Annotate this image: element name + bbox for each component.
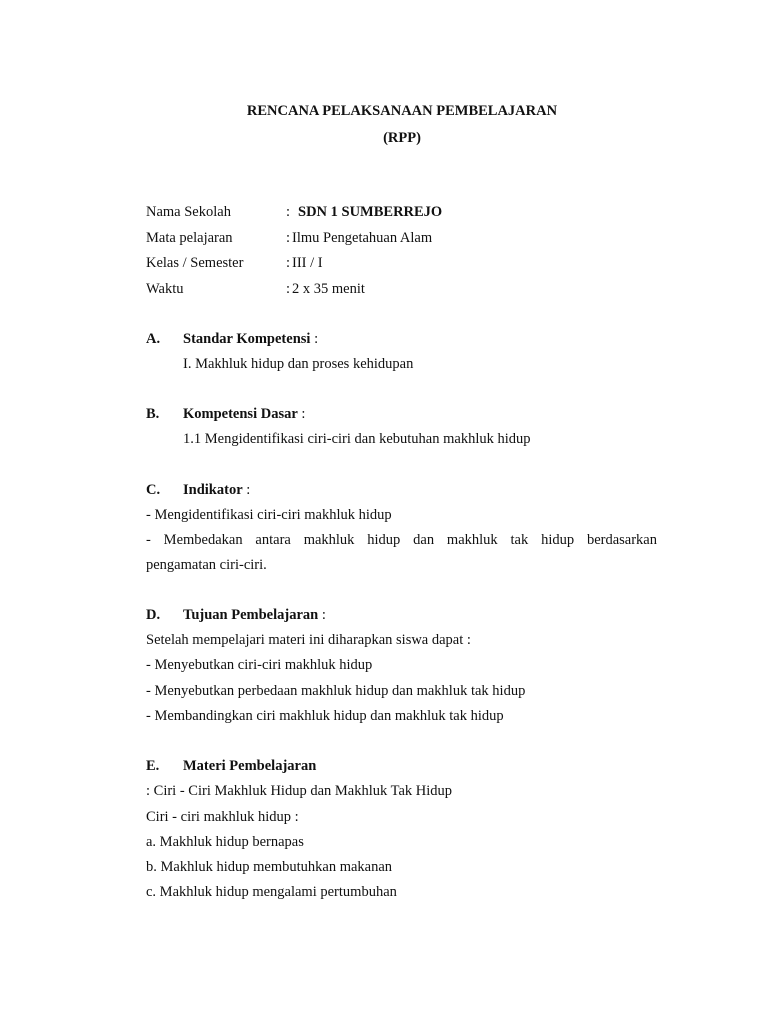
- identity-value-class: III / I: [292, 255, 323, 271]
- section-d-colon: :: [318, 607, 326, 623]
- identity-sep-school: :: [286, 204, 291, 220]
- section-e-item: a. Makhluk hidup bernapas: [146, 834, 304, 850]
- section-b-letter: B.: [146, 406, 160, 422]
- section-c-item: pengamatan ciri-ciri.: [146, 557, 267, 573]
- section-e-letter: E.: [146, 758, 160, 774]
- section-d-item: - Membandingkan ciri makhluk hidup dan makhluk tak hidup: [146, 708, 504, 724]
- section-e-item: Ciri - ciri makhluk hidup :: [146, 809, 299, 825]
- identity-sep-subject: :: [286, 230, 291, 246]
- section-d-heading-line: [183, 606, 326, 624]
- identity-label-subject: Mata pelajaran: [146, 230, 233, 246]
- section-a-body: I. Makhluk hidup dan proses kehidupan: [183, 356, 414, 372]
- section-d-item: - Menyebutkan ciri-ciri makhluk hidup: [146, 657, 373, 673]
- section-e-heading: Materi Pembelajaran: [183, 758, 317, 774]
- identity-value-school: SDN 1 SUMBERREJO: [298, 204, 443, 220]
- document-title: RENCANA PELAKSANAAN PEMBELAJARAN: [246, 103, 558, 119]
- section-d-heading: Tujuan Pembelajaran: [183, 607, 319, 623]
- document-subtitle: (RPP): [383, 130, 421, 146]
- section-b-heading-line: [183, 405, 305, 423]
- identity-label-time: Waktu: [146, 281, 184, 297]
- identity-label-school: Nama Sekolah: [146, 204, 231, 220]
- section-b-colon: :: [297, 406, 306, 422]
- section-a-letter: A.: [146, 331, 161, 347]
- section-a-colon: :: [310, 331, 319, 347]
- section-b-heading: Kompetensi Dasar: [183, 406, 298, 422]
- identity-sep-class: :: [286, 255, 291, 271]
- section-d-intro: Setelah mempelajari materi ini diharapkan siswa dapat :: [146, 632, 471, 648]
- section-a-heading: Standar Kompetensi: [183, 331, 311, 347]
- section-a-heading-line: [183, 330, 318, 348]
- section-d-item: - Menyebutkan perbedaan makhluk hidup dan makhluk tak hidup: [146, 683, 526, 699]
- section-e-item: : Ciri - Ciri Makhluk Hidup dan Makhluk Tak Hidup: [146, 783, 453, 799]
- identity-value-time: 2 x 35 menit: [292, 281, 365, 297]
- identity-value-subject: Ilmu Pengetahuan Alam: [292, 230, 433, 246]
- section-d-letter: D.: [146, 607, 161, 623]
- identity-label-class: Kelas / Semester: [146, 255, 244, 271]
- section-c-item: - Membedakan antara makhluk hidup dan makhluk tak hidup berdasarkan: [146, 532, 657, 548]
- section-c-heading-line: [183, 481, 250, 499]
- identity-sep-time: :: [286, 281, 291, 297]
- section-c-item: - Mengidentifikasi ciri-ciri makhluk hidup: [146, 507, 392, 523]
- section-e-item: b. Makhluk hidup membutuhkan makanan: [146, 859, 393, 875]
- section-e-item: c. Makhluk hidup mengalami pertumbuhan: [146, 884, 397, 900]
- section-b-body: 1.1 Mengidentifikasi ciri-ciri dan kebutuhan makhluk hidup: [183, 431, 531, 447]
- section-c-letter: C.: [146, 482, 161, 498]
- section-c-colon: :: [242, 482, 251, 498]
- section-c-heading: Indikator: [183, 482, 243, 498]
